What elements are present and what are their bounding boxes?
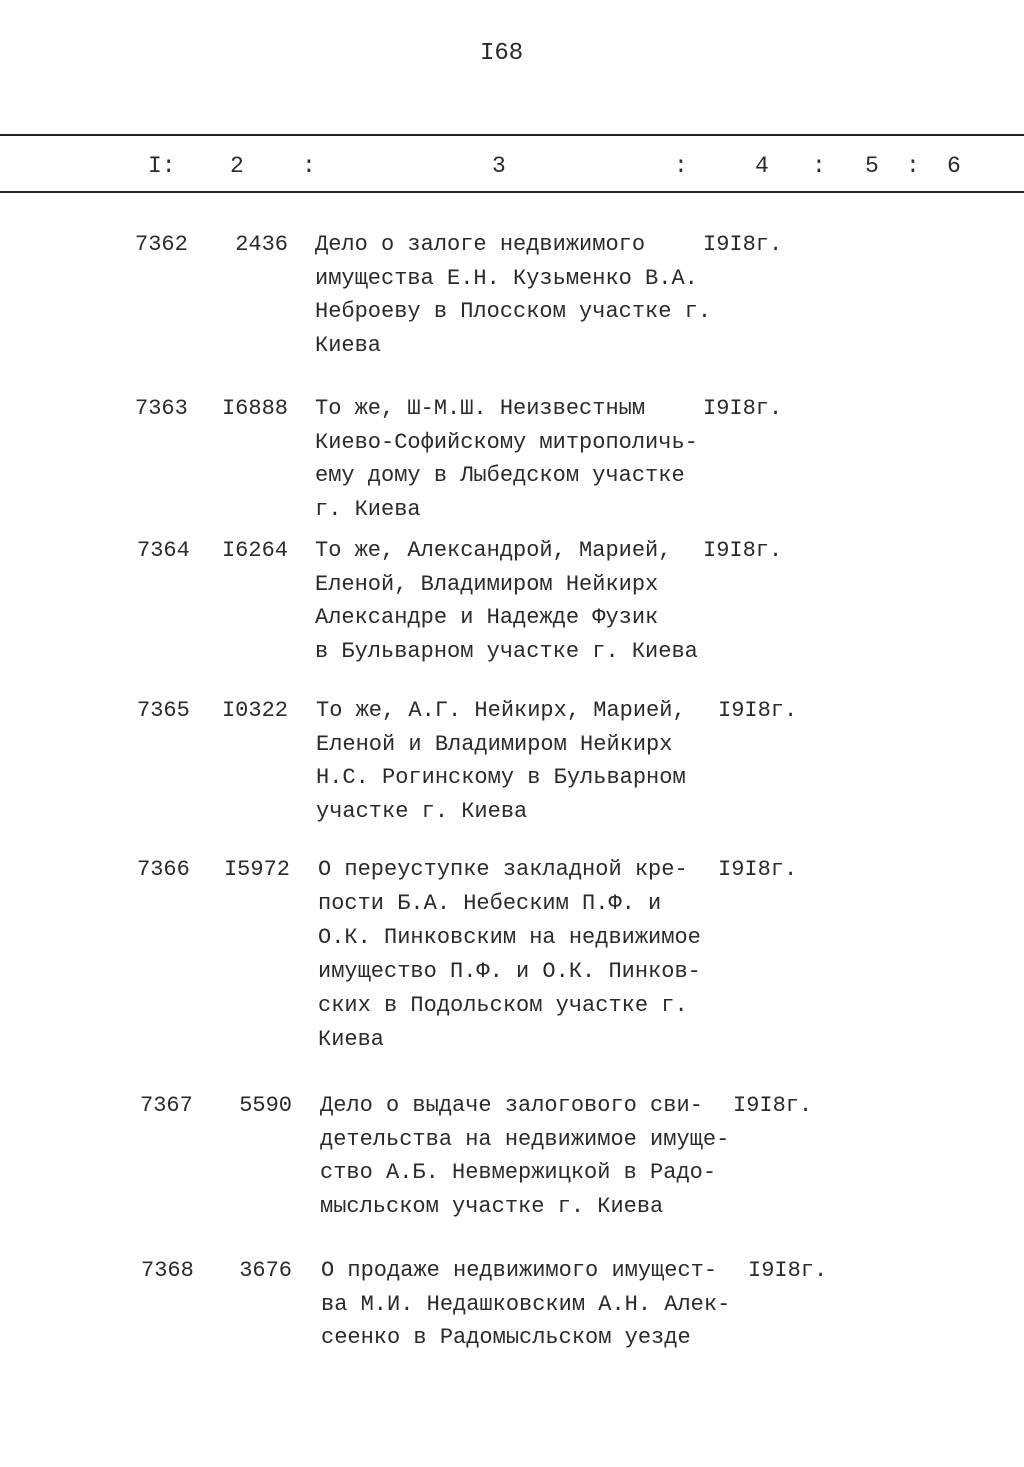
column-separator: : [302, 153, 316, 179]
page-number: I68 [480, 40, 524, 67]
description-line: г. Киева [315, 496, 421, 522]
description-line: О переуступке закладной кре- [318, 857, 688, 882]
description-line: Н.С. Рогинскому в Бульварном [316, 765, 686, 790]
description-line: То же, А.Г. Нейкирх, Марией, [316, 698, 686, 723]
description-line: Неброеву в Плосском участке г. [315, 299, 712, 324]
record-description [316, 694, 686, 828]
file-number: 2436 [235, 232, 288, 257]
column-header-3: 3 [492, 153, 506, 179]
record-year: I9I8г. [718, 698, 798, 723]
record-year: I9I8г. [703, 232, 783, 257]
description-line: в Бульварном участке г. Киева [315, 638, 698, 664]
column-header-1: I: [148, 153, 176, 179]
description-line: участке г. Киева [316, 798, 528, 824]
description-line: О.К. Пинковским на недвижимое [318, 925, 701, 950]
header-bottom-rule [0, 191, 1024, 193]
record-description [321, 1254, 730, 1355]
record-year: I9I8г. [703, 396, 783, 421]
record-number: 7367 [140, 1093, 193, 1118]
record-number: 7365 [137, 698, 190, 723]
file-number: I6264 [221, 538, 288, 563]
description-line: То же, Ш-М.Ш. Неизвестным [315, 396, 646, 421]
column-header-2: 2 [230, 153, 244, 179]
file-number: I5972 [223, 857, 290, 882]
file-number: 5590 [239, 1093, 292, 1118]
file-number: 3676 [239, 1258, 292, 1283]
description-line: ва М.И. Недашковским А.Н. Алек- [321, 1291, 731, 1317]
record-number: 7363 [135, 396, 188, 421]
record-year: I9I8г. [718, 857, 798, 882]
description-line: ему дому в Лыбедском участке [315, 463, 685, 488]
description-line: Александре и Надежде Фузик [315, 605, 659, 630]
description-line: имущества Е.Н. Кузьменко В.А. [315, 265, 698, 291]
record-number: 7362 [135, 232, 188, 257]
description-line: ство А.Б. Невмержицкой в Радо- [320, 1160, 717, 1185]
column-header-6: 6 [947, 153, 961, 179]
record-year: I9I8г. [748, 1258, 828, 1283]
record-number: 7366 [137, 857, 190, 882]
description-line: пости Б.А. Небеским П.Ф. и [318, 891, 662, 916]
record-year: I9I8г. [733, 1093, 813, 1118]
file-number: I6888 [221, 396, 288, 421]
file-number: I0322 [221, 698, 288, 723]
record-number: 7368 [141, 1258, 194, 1283]
description-line: сеенко в Радомысльском уезде [321, 1325, 691, 1350]
column-header-4: 4 [755, 153, 769, 179]
column-header-5: 5 [865, 153, 879, 179]
description-line: О продаже недвижимого имущест- [321, 1258, 718, 1283]
column-separator: : [674, 153, 688, 179]
column-separator: : [812, 153, 826, 179]
description-line: Дело о залоге недвижимого [315, 232, 646, 257]
description-line: ских в Подольском участке г. [318, 993, 688, 1018]
record-number: 7364 [137, 538, 190, 563]
description-line: Еленой и Владимиром Нейкирх [316, 731, 673, 757]
description-line: То же, Александрой, Марией, [315, 538, 672, 563]
description-line: мысльском участке г. Киева [320, 1193, 664, 1219]
description-line: Дело о выдаче залогового сви- [320, 1093, 703, 1118]
description-line: Киево-Софийскому митрополичь- [315, 429, 698, 455]
record-description [318, 853, 701, 1057]
record-description [320, 1089, 729, 1223]
record-description [315, 228, 711, 362]
record-year: I9I8г. [703, 538, 783, 563]
record-description [315, 392, 698, 526]
header-top-rule [0, 134, 1024, 136]
description-line: Киева [318, 1027, 385, 1052]
description-line: имущество П.Ф. и О.К. Пинков- [318, 959, 701, 984]
description-line: Еленой, Владимиром Нейкирх [315, 571, 659, 597]
description-line: детельства на недвижимое имуще- [320, 1126, 730, 1152]
record-description [315, 534, 698, 668]
description-line: Киева [315, 332, 382, 358]
column-separator: : [906, 153, 920, 179]
